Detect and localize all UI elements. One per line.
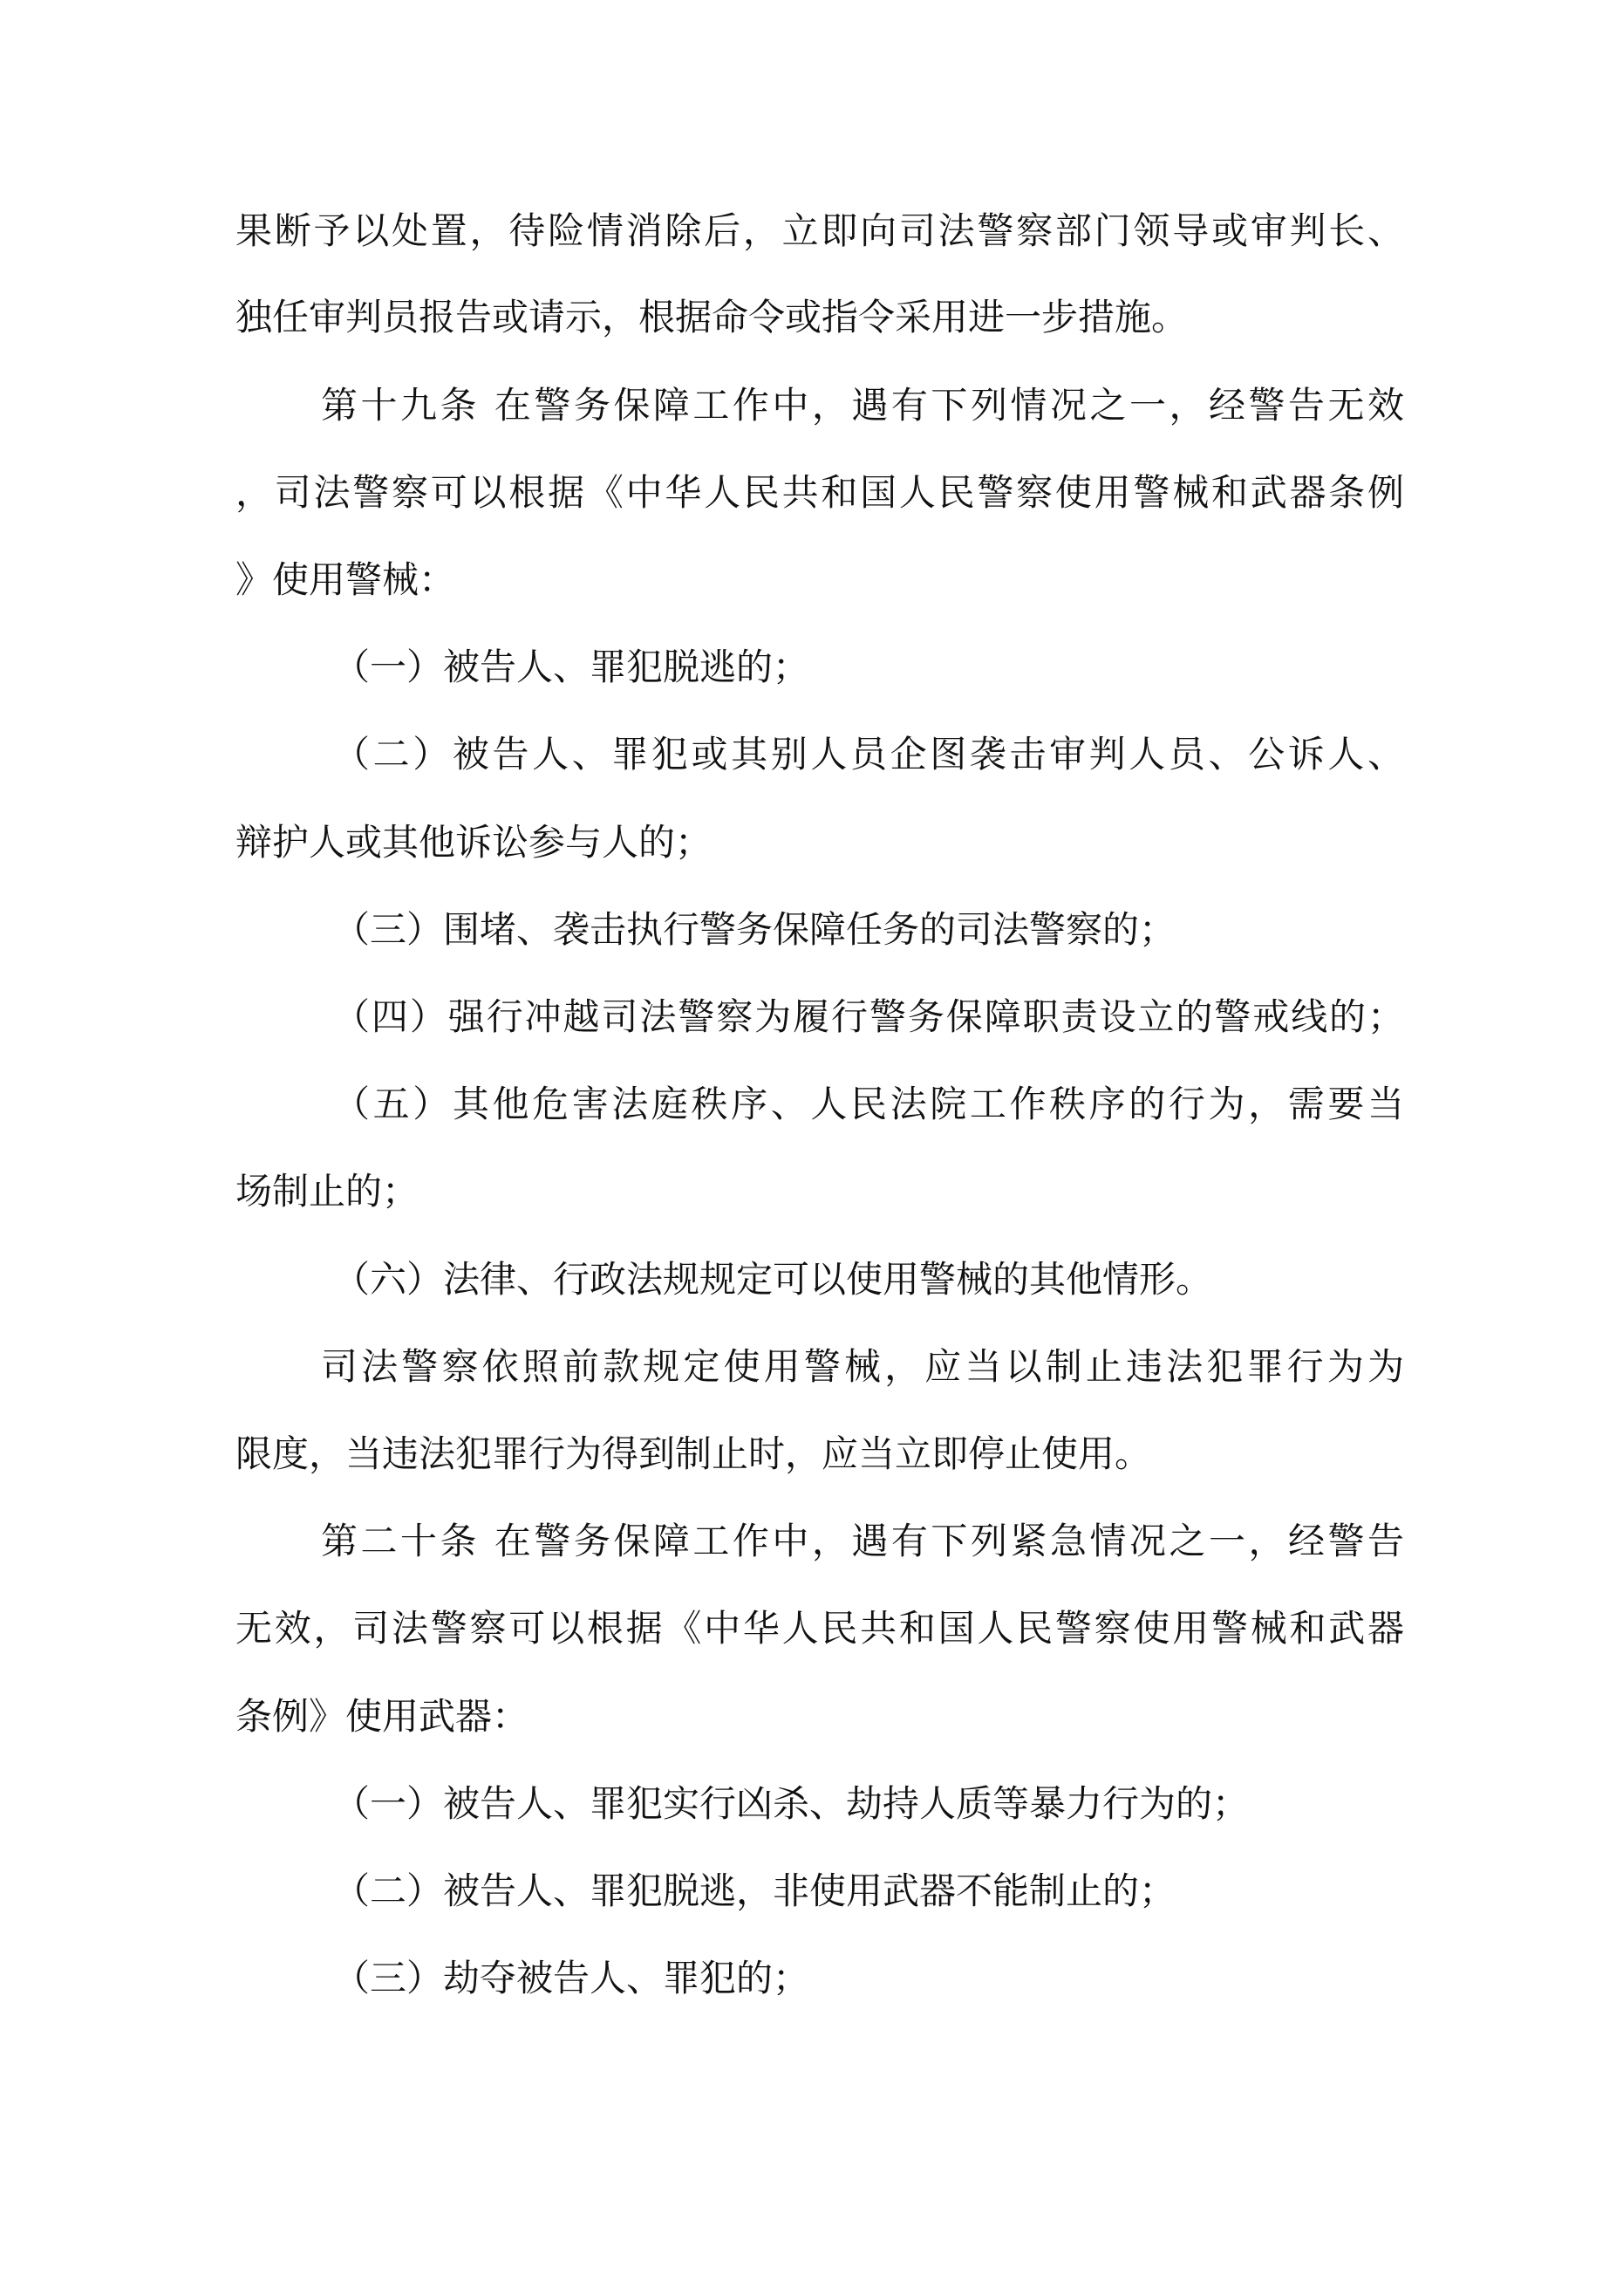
list-item: （二）被告人、罪犯或其别人员企图袭击审判人员、公诉人、 [333,733,1404,776]
text-line: ，司法警察可以根据《中华人民共和国人民警察使用警械和武器条例 [235,471,1404,514]
list-item: （五）其他危害法庭秩序、人民法院工作秩序的行为，需要当 [333,1083,1404,1125]
list-item: （四）强行冲越司法警察为履行警务保障职责设立的警戒线的； [333,995,1404,1038]
text-line: 司法警察依照前款规定使用警械，应当以制止违法犯罪行为为 [321,1345,1404,1388]
list-item: （二）被告人、罪犯脱逃，非使用武器不能制止的； [333,1869,1176,1912]
text-line: 独任审判员报告或请示，根据命令或指令采用进一步措施。 [235,296,1189,338]
text-line: 限度，当违法犯罪行为得到制止时，应当立即停止使用。 [235,1432,1152,1475]
text-line: 条例》使用武器： [235,1695,529,1738]
text-line: 场制止的； [235,1170,419,1213]
list-item: （一）被告人、罪犯脱逃的； [333,646,810,688]
list-item: （三）围堵、袭击执行警务保障任务的司法警察的； [333,908,1176,951]
text-line: 》使用警械： [235,558,456,601]
article-19-heading: 第十九条 在警务保障工作中，遇有下列情况之一，经警告无效 [321,384,1404,427]
text-line: 无效，司法警察可以根据《中华人民共和国人民警察使用警械和武器 [235,1607,1404,1650]
list-item: （三）劫夺被告人、罪犯的； [333,1957,810,1999]
article-20-heading: 第二十条 在警务保障工作中，遇有下列紧急情况之一，经警告 [321,1520,1404,1562]
list-item: （一）被告人、罪犯实行凶杀、劫持人质等暴力行为的； [333,1782,1250,1825]
list-item: （六）法律、行政法规规定可以使用警械的其他情形。 [333,1258,1213,1301]
text-line: 果断予以处置，待险情消除后，立即向司法警察部门领导或审判长、 [235,209,1404,252]
text-line: 辩护人或其他诉讼参与人的； [235,821,713,864]
